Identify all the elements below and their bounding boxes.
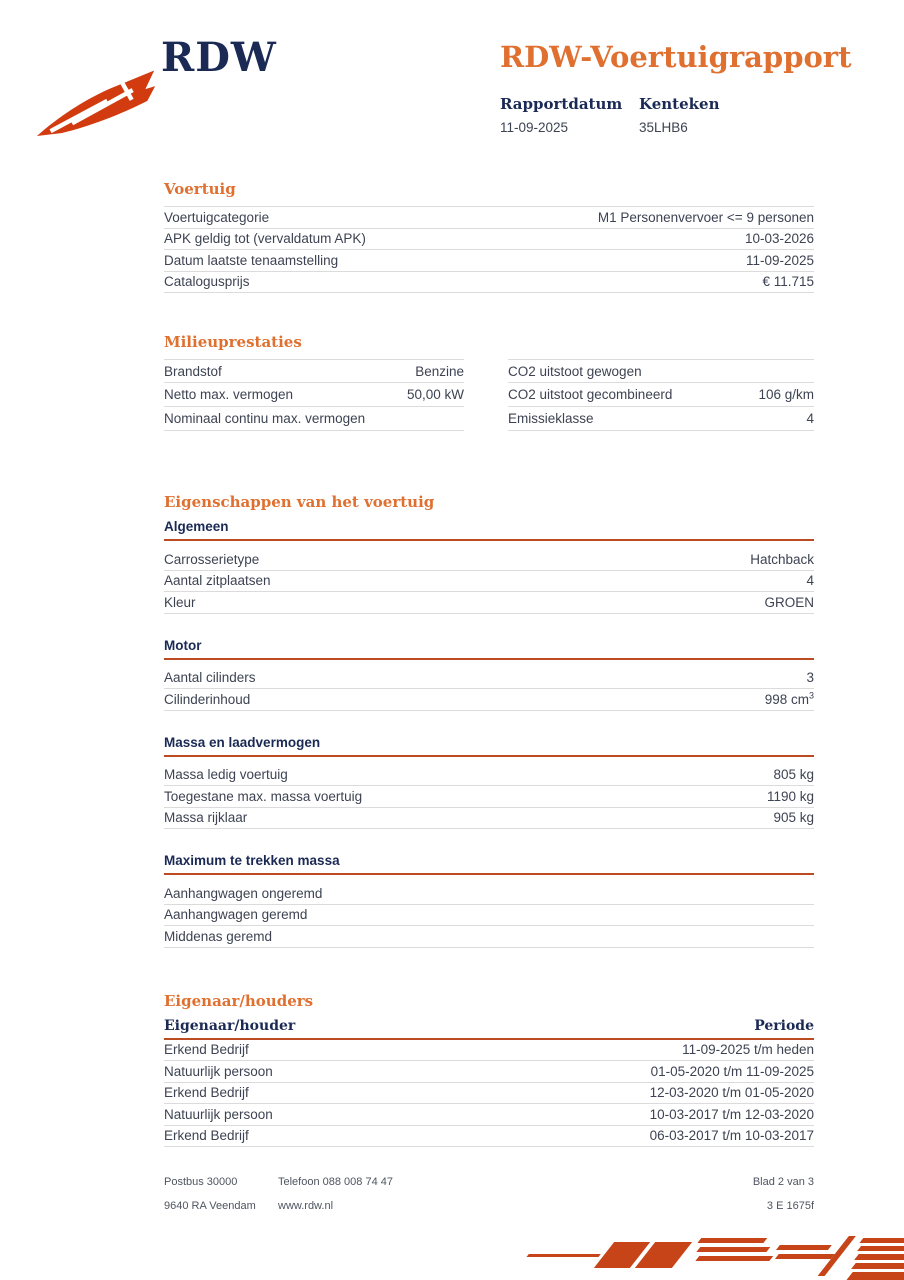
row-value: 11-09-2025 <box>745 252 814 268</box>
owner-period: 12-03-2020 t/m 01-05-2020 <box>649 1085 814 1101</box>
owner-table <box>164 1040 814 1148</box>
rdw-wing-icon <box>34 50 158 138</box>
section-title: Eigenschappen van het voertuig <box>164 493 435 511</box>
owner-type: Natuurlijk persoon <box>164 1063 273 1079</box>
row-value: 4 <box>806 573 814 589</box>
row-value: 1190 kg <box>766 788 814 804</box>
table-row <box>164 786 814 808</box>
column-header-owner: Eigenaar/houder <box>164 1017 296 1034</box>
row-label: Cilinderinhoud <box>164 691 251 707</box>
subsection-title-motor: Motor <box>164 638 814 660</box>
row-value: 805 kg <box>773 767 814 783</box>
algemeen-table <box>164 549 814 614</box>
section-eigenaar-houders <box>164 992 814 1148</box>
report-date-label: Rapportdatum <box>500 95 623 113</box>
row-label: Toegestane max. massa voertuig <box>164 788 363 804</box>
table-row <box>164 207 814 229</box>
table-row <box>164 592 814 614</box>
row-value: 10-03-2026 <box>744 231 814 247</box>
table-row <box>164 571 814 593</box>
table-row <box>164 383 814 407</box>
motor-table <box>164 668 814 711</box>
report-body <box>164 180 814 1147</box>
row-label: Datum laatste tenaamstelling <box>164 252 339 268</box>
page-title: RDW-Voertuigrapport <box>500 40 852 74</box>
footer-website: www.rdw.nl <box>278 1200 334 1212</box>
row-value: 905 kg <box>773 810 814 826</box>
subsection-title-trekken: Maximum te trekken massa <box>164 853 814 875</box>
section-milieuprestaties <box>164 333 814 431</box>
report-header <box>0 0 904 180</box>
row-label: Carrosserietype <box>164 551 260 567</box>
row-value: M1 Personenvervoer <= 9 personen <box>597 209 814 225</box>
section-voertuig <box>164 180 814 293</box>
row-value: 50,00 kW <box>406 387 464 402</box>
row-value: 106 g/km <box>758 387 814 402</box>
report-footer <box>164 1170 814 1218</box>
subsection-title-algemeen: Algemeen <box>164 519 814 541</box>
row-label: Aantal zitplaatsen <box>164 573 271 589</box>
owner-type: Erkend Bedrijf <box>164 1042 249 1058</box>
table-row <box>164 407 814 431</box>
section-title: Milieuprestaties <box>164 333 302 351</box>
row-value: 3 <box>806 670 814 686</box>
row-value: Benzine <box>415 363 464 379</box>
table-row <box>164 926 814 948</box>
row-value: GROEN <box>764 594 814 610</box>
section-title: Voertuig <box>164 180 236 198</box>
report-date-block <box>500 95 639 135</box>
row-label: Aanhangwagen ongeremd <box>164 885 323 901</box>
row-label: Aanhangwagen geremd <box>164 907 308 923</box>
row-value: € 11.715 <box>762 274 814 290</box>
column-header-period: Periode <box>754 1017 814 1034</box>
owner-period: 11-09-2025 t/m heden <box>682 1042 814 1058</box>
row-label: Emissieklasse <box>508 411 594 426</box>
row-label: Kleur <box>164 594 196 610</box>
table-row <box>164 1061 814 1083</box>
license-plate-label: Kenteken <box>639 95 720 113</box>
table-row <box>164 359 814 383</box>
table-row <box>164 1040 814 1062</box>
footer-city: 9640 RA Veendam <box>164 1200 256 1212</box>
massa-table <box>164 765 814 830</box>
table-row <box>164 229 814 251</box>
owner-period: 10-03-2017 t/m 12-03-2020 <box>649 1106 814 1122</box>
table-row <box>164 808 814 830</box>
footer-form-code: 3 E 1675f <box>766 1200 814 1212</box>
report-date-value: 11-09-2025 <box>500 120 569 135</box>
table-row <box>164 765 814 787</box>
table-row <box>164 905 814 927</box>
row-value: 4 <box>806 411 814 426</box>
owner-period: 06-03-2017 t/m 10-03-2017 <box>649 1128 814 1144</box>
superscript: 3 <box>808 690 814 701</box>
table-row <box>164 272 814 294</box>
section-title: Eigenaar/houders <box>164 991 314 1010</box>
voertuig-table <box>164 206 814 293</box>
row-label: Catalogusprijs <box>164 274 250 290</box>
row-label: Massa rijklaar <box>164 810 248 826</box>
table-row <box>164 250 814 272</box>
row-value: Hatchback <box>750 551 814 567</box>
row-label: APK geldig tot (vervaldatum APK) <box>164 231 366 247</box>
owner-table-header <box>164 1018 814 1040</box>
license-plate-value: 35LHB6 <box>639 120 688 135</box>
table-row <box>164 1104 814 1126</box>
section-eigenschappen <box>164 493 814 948</box>
owner-type: Erkend Bedrijf <box>164 1085 249 1101</box>
row-label: CO2 uitstoot gecombineerd <box>508 387 673 402</box>
table-row <box>164 549 814 571</box>
milieu-table <box>164 359 814 431</box>
subsection-title-massa: Massa en laadvermogen <box>164 735 814 757</box>
row-label: Voertuigcategorie <box>164 209 270 225</box>
trekken-table <box>164 883 814 948</box>
table-row <box>164 883 814 905</box>
row-label: Netto max. vermogen <box>164 387 294 402</box>
row-label: Nominaal continu max. vermogen <box>164 411 366 426</box>
row-label: CO2 uitstoot gewogen <box>508 363 642 379</box>
footer-page-indicator: Blad 2 van 3 <box>752 1176 814 1188</box>
row-value: 998 $cm^3$ <box>764 690 814 707</box>
row-label: Aantal cilinders <box>164 670 256 686</box>
table-row <box>164 668 814 690</box>
owner-period: 01-05-2020 t/m 11-09-2025 <box>650 1063 814 1079</box>
speed-stripes-graphic <box>512 1232 904 1280</box>
owner-type: Erkend Bedrijf <box>164 1128 249 1144</box>
row-label: Middenas geremd <box>164 928 273 944</box>
report-meta <box>500 95 719 135</box>
footer-phone: Telefoon 088 008 74 47 <box>278 1176 393 1188</box>
footer-postbus: Postbus 30000 <box>164 1176 238 1188</box>
owner-type: Natuurlijk persoon <box>164 1106 273 1122</box>
table-row <box>164 689 814 711</box>
table-row <box>164 1126 814 1148</box>
table-row <box>164 1083 814 1105</box>
row-label: Massa ledig voertuig <box>164 767 288 783</box>
row-label: Brandstof <box>164 363 222 379</box>
license-plate-block <box>639 95 719 135</box>
rdw-logo-text: RDW <box>161 34 277 81</box>
